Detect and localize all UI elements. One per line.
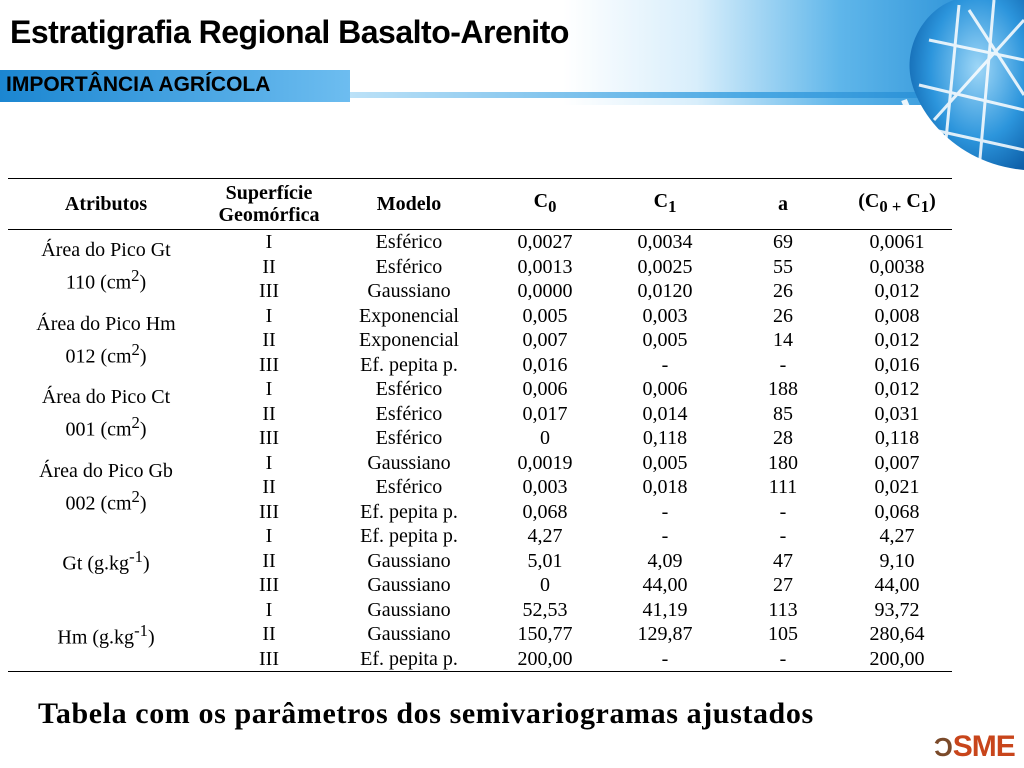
cell-a: 188 [768, 378, 798, 400]
semivariogram-table [8, 178, 952, 672]
cell-c1: - [661, 353, 669, 376]
cell-c0: 200,00 [517, 647, 573, 670]
cell-sum: 280,64 [869, 623, 925, 645]
cell-c0: 0,007 [522, 329, 568, 351]
cell-sum: 200,00 [869, 647, 925, 670]
cell-surf: I [265, 304, 273, 327]
cell-c0: 0,016 [522, 353, 568, 376]
page-title: Estratigrafia Regional Basalto-Arenito [10, 14, 569, 50]
cell-c0: 0,068 [522, 500, 568, 523]
cell-surf: III [259, 574, 279, 596]
cell-model: Esférico [375, 402, 443, 425]
cell-a: 55 [773, 255, 793, 278]
cell-c1: 0,0034 [637, 231, 693, 253]
cell-c0: 0 [540, 427, 550, 449]
table-header-row [8, 179, 952, 230]
header-superficie-line2: Geomórfica [218, 204, 320, 226]
cell-sum: 0,068 [874, 500, 920, 523]
cell-c1: 0,005 [642, 329, 688, 351]
cell-surf: II [262, 402, 276, 425]
cell-sum: 0,016 [874, 353, 920, 376]
cell-c1: 41,19 [642, 598, 688, 621]
cell-surf: I [265, 451, 273, 474]
cell-a: - [779, 525, 787, 547]
cell-c1: 44,00 [642, 574, 688, 596]
cell-a: 113 [768, 598, 798, 621]
header-sum: ($C_{0 +}$ $C_1$) [842, 179, 952, 230]
logo-swoosh-icon: Ɔ [934, 732, 952, 762]
cell-a: - [779, 500, 787, 523]
cell-model: Gaussiano [367, 549, 451, 572]
cell-sum: 0,012 [874, 329, 920, 351]
cell-sum: 0,007 [874, 451, 920, 474]
section-subtitle: IMPORTÂNCIA AGRÍCOLA [6, 73, 271, 96]
cell-sum: 0,0061 [869, 231, 925, 253]
table-row [8, 230, 952, 255]
cell-c0: 5,01 [527, 549, 563, 572]
cell-a: 47 [773, 549, 793, 572]
attribute-cell: Área do Pico Hm 012 $(cm^2)$ [36, 312, 176, 368]
cell-surf: II [262, 549, 276, 572]
cell-c1: 0,118 [642, 427, 688, 449]
cell-surf: II [262, 329, 276, 351]
cell-surf: III [259, 280, 279, 302]
cell-model: Exponencial [359, 304, 459, 327]
cell-c1: 4,09 [647, 549, 683, 572]
header-superficie [204, 179, 334, 230]
cell-surf: III [259, 353, 279, 376]
cell-surf: I [265, 378, 273, 400]
cell-surf: III [259, 427, 279, 449]
cell-model: Esférico [375, 255, 443, 278]
table-row [8, 524, 952, 549]
sme-logo [934, 730, 1015, 764]
cell-surf: III [259, 500, 279, 523]
cell-c1: 0,014 [642, 402, 688, 425]
cell-c0: 0 [540, 574, 550, 596]
cell-c1: - [661, 647, 669, 670]
cell-c1: 0,0120 [637, 280, 693, 302]
cell-surf: I [265, 598, 273, 621]
cell-model: Gaussiano [367, 451, 451, 474]
header-a: a [724, 179, 842, 230]
cell-c0: 52,53 [522, 598, 568, 621]
cell-model: Ef. pepita p. [360, 353, 458, 376]
cell-a: 26 [773, 280, 793, 302]
table-row [8, 304, 952, 329]
cell-a: 26 [773, 304, 793, 327]
cell-surf: I [265, 231, 273, 253]
header-c1: $C_1$ [606, 179, 724, 230]
cell-a: 27 [773, 574, 793, 596]
header-modelo: Modelo [334, 179, 484, 230]
cell-model: Ef. pepita p. [360, 500, 458, 523]
cell-sum: 0,021 [874, 476, 920, 498]
cell-c0: 0,0013 [517, 255, 573, 278]
cell-c1: 0,0025 [637, 255, 693, 278]
cell-surf: III [259, 647, 279, 670]
cell-sum: 0,031 [874, 402, 920, 425]
cell-a: 69 [773, 231, 793, 253]
attribute-cell: Hm $(g.kg^{-1})$ [57, 620, 155, 649]
cell-sum: 0,008 [874, 304, 920, 327]
cell-model: Gaussiano [367, 574, 451, 596]
cell-a: - [779, 647, 787, 670]
cell-c1: - [661, 525, 669, 547]
cell-sum: 0,012 [874, 280, 920, 302]
cell-surf: II [262, 255, 276, 278]
cell-model: Exponencial [359, 329, 459, 351]
cell-c0: 0,0000 [517, 280, 573, 302]
cell-c1: 0,006 [642, 378, 688, 400]
cell-model: Ef. pepita p. [360, 647, 458, 670]
cell-model: Gaussiano [367, 623, 451, 645]
logo-text: SME [952, 730, 1015, 763]
table-row [8, 377, 952, 402]
cell-sum: 44,00 [874, 574, 920, 596]
cell-model: Ef. pepita p. [360, 525, 458, 547]
cell-model: Esférico [375, 427, 443, 449]
cell-c0: 0,017 [522, 402, 568, 425]
attribute-cell: Gt $(g.kg^{-1})$ [62, 547, 150, 576]
cell-model: Esférico [375, 231, 443, 253]
cell-model: Esférico [375, 378, 443, 400]
cell-surf: II [262, 476, 276, 498]
attribute-cell: Área do Pico Gb 002 $(cm^2)$ [39, 459, 173, 515]
attribute-cell: Área do Pico Gt 110 $(cm^2)$ [41, 239, 171, 295]
cell-model: Gaussiano [367, 598, 451, 621]
cell-sum: 0,012 [874, 378, 920, 400]
table-body [8, 230, 952, 672]
cell-c0: 0,005 [522, 304, 568, 327]
cell-surf: I [265, 525, 273, 547]
cell-model: Gaussiano [367, 280, 451, 302]
cell-sum: 9,10 [879, 549, 915, 572]
cell-c0: 4,27 [527, 525, 563, 547]
cell-c1: 0,003 [642, 304, 688, 327]
cell-a: 28 [773, 427, 793, 449]
cell-a: 85 [773, 402, 793, 425]
cell-surf: II [262, 623, 276, 645]
cell-a: 14 [773, 329, 793, 351]
cell-c0: 0,0019 [517, 451, 573, 474]
table-row [8, 598, 952, 623]
cell-sum: 0,118 [874, 427, 920, 449]
cell-sum: 4,27 [879, 525, 915, 547]
cell-a: 180 [768, 451, 798, 474]
cell-sum: 93,72 [874, 598, 920, 621]
header-superficie-line1: Superfície [225, 182, 313, 204]
attribute-cell: Área do Pico Ct 001 $(cm^2)$ [41, 386, 171, 442]
cell-sum: 0,0038 [869, 255, 925, 278]
cell-a: 105 [768, 623, 798, 645]
header-c0: $C_0$ [484, 179, 606, 230]
cell-c0: 0,0027 [517, 231, 573, 253]
table-caption: Tabela com os parâmetros dos semivariogramas ajustados [38, 697, 814, 730]
cell-c1: 0,005 [642, 451, 688, 474]
header-atributos: Atributos [8, 179, 204, 230]
cell-model: Esférico [375, 476, 443, 498]
cell-c0: 150,77 [517, 623, 573, 645]
cell-c0: 0,006 [522, 378, 568, 400]
cell-a: - [779, 353, 787, 376]
table-row [8, 451, 952, 476]
cell-c1: - [661, 500, 669, 523]
cell-c1: 129,87 [637, 623, 693, 645]
cell-c0: 0,003 [522, 476, 568, 498]
cell-a: 111 [768, 476, 798, 498]
cell-c1: 0,018 [642, 476, 688, 498]
globe-icon [874, 0, 1024, 175]
